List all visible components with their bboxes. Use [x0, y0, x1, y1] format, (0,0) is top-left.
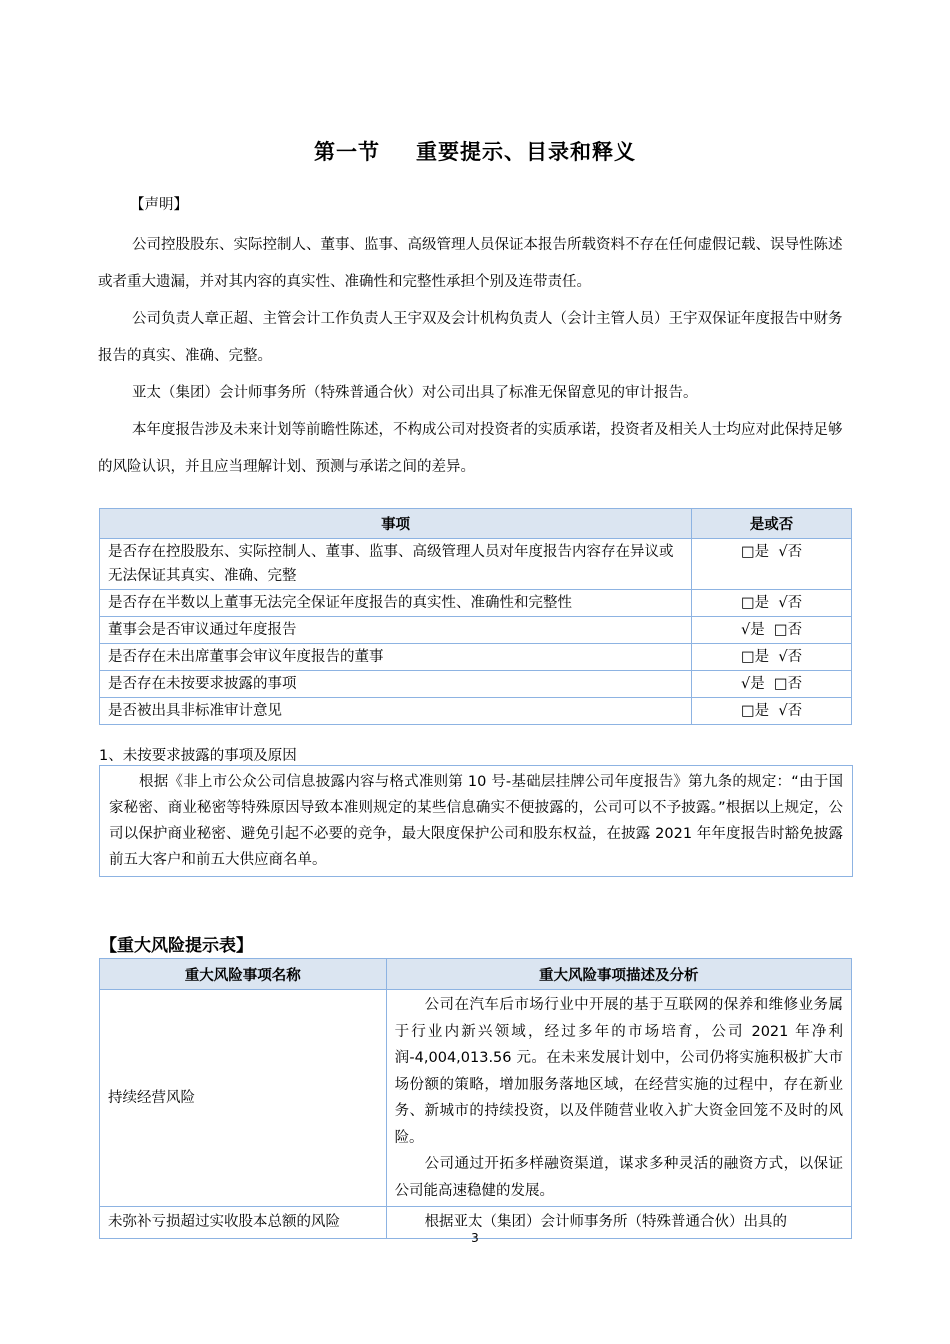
risk-table: [99, 958, 852, 1239]
risk-description-paragraph: 公司在汽车后市场行业中开展的基于互联网的保养和维修业务属于行业内新兴领域，经过多年的市场培育，公司 2021 年净利润-4,004,013.56 元。在未来发展计划中，公司仍将实施积极扩大市场份额的策略，增加服务落地区域，在经营实施的过程中，存在新业务、新城市的持续投资，以及伴随营业收入扩大资金回笼不及时的风险。: [394, 997, 843, 1146]
undisclosed-heading: 1、未按要求披露的事项及原因: [99, 748, 297, 764]
matter-answer: √是 □否: [692, 617, 852, 644]
matter-answer: √是 □否: [692, 671, 852, 698]
risk-table-heading: 【重大风险提示表】: [100, 936, 253, 956]
section-title: [0, 136, 950, 166]
matter-answer: □是 √否: [692, 539, 852, 590]
table-row: [100, 990, 852, 1207]
table-row: [100, 644, 852, 671]
matter-item: 是否存在半数以上董事无法完全保证年度报告的真实性、准确性和完整性: [100, 590, 692, 617]
declaration-paragraph: 本年度报告涉及未来计划等前瞻性陈述，不构成公司对投资者的实质承诺，投资者及相关人士均应对此保持足够的风险认识，并且应当理解计划、预测与承诺之间的差异。: [98, 422, 843, 475]
table-header-row: [100, 959, 852, 990]
column-header: 是或否: [692, 509, 852, 539]
declaration-heading: 【声明】: [130, 197, 188, 213]
page-number: 3: [471, 1231, 479, 1245]
risk-description-paragraph: 公司通过开拓多样融资渠道，谋求多种灵活的融资方式，以保证公司能高速稳健的发展。: [394, 1156, 843, 1199]
declaration-paragraph: 公司控股股东、实际控制人、董事、监事、高级管理人员保证本报告所载资料不存在任何虚假记载、误导性陈述或者重大遗漏，并对其内容的真实性、准确性和完整性承担个别及连带责任。: [98, 237, 843, 290]
declaration-paragraph: 公司负责人章正超、主管会计工作负责人王宇双及会计机构负责人（会计主管人员）王宇双保证年度报告中财务报告的真实、准确、完整。: [98, 311, 843, 364]
table-row: [100, 590, 852, 617]
risk-description-paragraph: 根据亚太（集团）会计师事务所（特殊普通合伙）出具的: [424, 1214, 788, 1230]
column-header: 事项: [100, 509, 692, 539]
table-row: [100, 539, 852, 590]
matters-table: [99, 508, 852, 725]
section-name: 重要提示、目录和释义: [416, 140, 636, 164]
undisclosed-reason: 根据《非上市公众公司信息披露内容与格式准则第 10 号-基础层挂牌公司年度报告》第九条的规定：“由于国家秘密、商业秘密等特殊原因导致本准则规定的某些信息确实不便披露的，公司可以不予披露。”根据以上规定，公司以保护商业秘密、避免引起不必要的竞争，最大限度保护公司和股东权益，在披露 2021 年年度报告时豁免披露前五大客户和前五大供应商名单。: [99, 765, 853, 877]
matter-answer: □是 √否: [692, 590, 852, 617]
risk-name: 持续经营风险: [100, 990, 387, 1207]
table-row: [100, 671, 852, 698]
section-number: 第一节: [314, 140, 380, 164]
matter-item: 是否存在控股股东、实际控制人、董事、监事、高级管理人员对年度报告内容存在异议或无法保证其真实、准确、完整: [100, 539, 692, 590]
matter-answer: □是 √否: [692, 698, 852, 725]
matter-item: 是否被出具非标准审计意见: [100, 698, 692, 725]
declaration-paragraph: 亚太（集团）会计师事务所（特殊普通合伙）对公司出具了标准无保留意见的审计报告。: [132, 385, 698, 401]
table-row: [100, 698, 852, 725]
matter-item: 董事会是否审议通过年度报告: [100, 617, 692, 644]
column-header: 重大风险事项名称: [100, 959, 387, 990]
risk-name: 未弥补亏损超过实收股本总额的风险: [100, 1207, 387, 1239]
matter-item: 是否存在未出席董事会审议年度报告的董事: [100, 644, 692, 671]
column-header: 重大风险事项描述及分析: [386, 959, 851, 990]
table-header-row: [100, 509, 852, 539]
risk-description: [386, 990, 851, 1207]
matter-answer: □是 √否: [692, 644, 852, 671]
matter-item: 是否存在未按要求披露的事项: [100, 671, 692, 698]
table-row: [100, 617, 852, 644]
